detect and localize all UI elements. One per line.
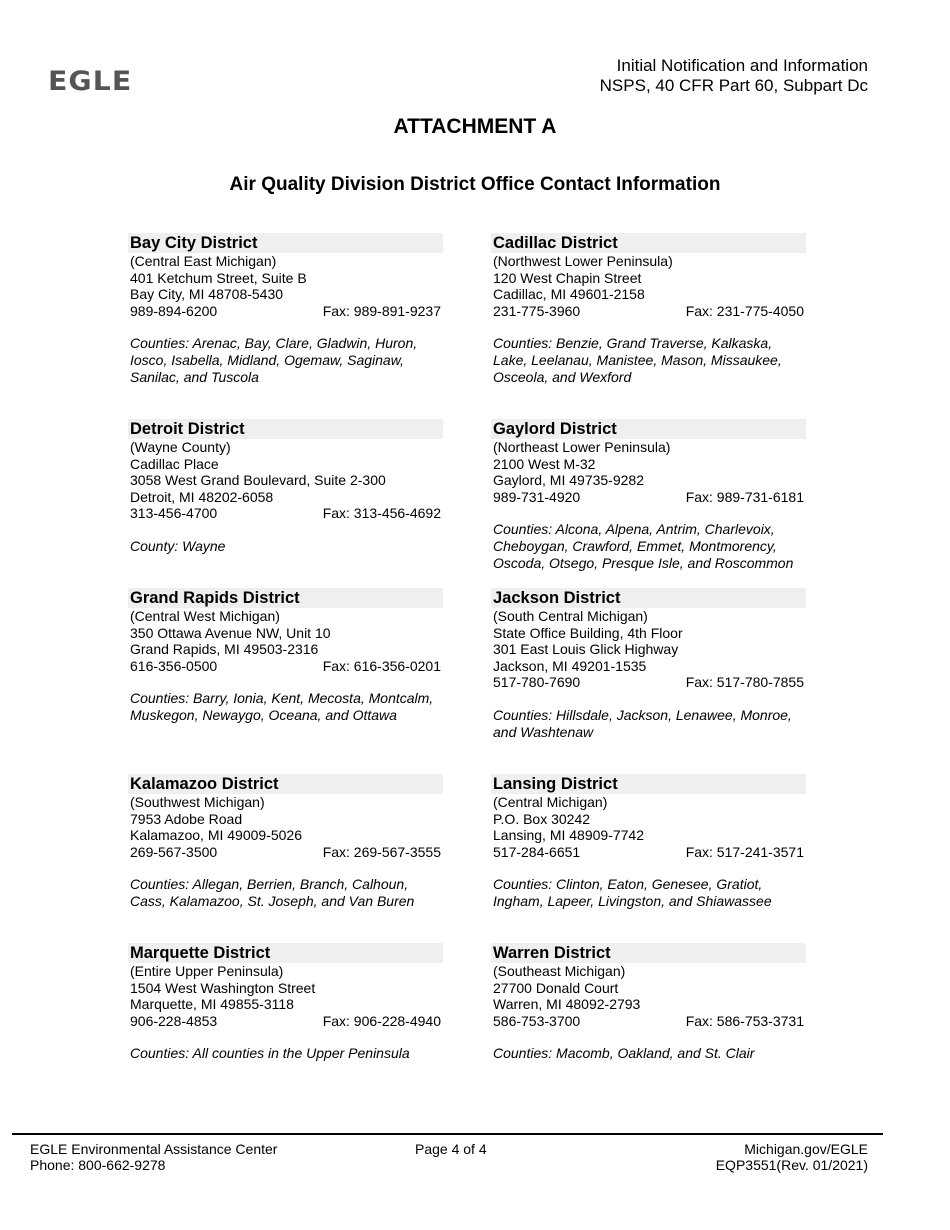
district-name: Jackson District bbox=[491, 588, 806, 608]
district-counties: County: Wayne bbox=[130, 537, 226, 554]
footer-phone: Phone: 800-662-9278 bbox=[30, 1157, 166, 1173]
district-block-warren bbox=[491, 943, 806, 1062]
footer-org: EGLE Environmental Assistance Center bbox=[30, 1141, 278, 1157]
district-address: 1504 West Washington Street bbox=[130, 979, 316, 996]
phone-fax-row bbox=[128, 844, 443, 861]
district-building: Cadillac Place bbox=[130, 455, 219, 472]
header-line-2: NSPS, 40 CFR Part 60, Subpart Dc bbox=[599, 76, 868, 95]
phone-fax-row bbox=[491, 674, 806, 691]
district-city: Gaylord, MI 49735-9282 bbox=[493, 472, 644, 489]
footer-website: Michigan.gov/EGLE bbox=[744, 1141, 868, 1157]
district-counties: Counties: All counties in the Upper Peninsula bbox=[130, 1045, 410, 1062]
footer-left bbox=[30, 1141, 277, 1173]
district-address: P.O. Box 30242 bbox=[493, 810, 591, 827]
district-fax: Fax: 586-753-3731 bbox=[685, 1012, 804, 1029]
phone-fax-row bbox=[128, 505, 443, 522]
district-city: Kalamazoo, MI 49009-5026 bbox=[130, 827, 302, 844]
district-address: 27700 Donald Court bbox=[493, 979, 619, 996]
attachment-title: ATTACHMENT A bbox=[393, 115, 557, 138]
district-block-bay-city bbox=[128, 233, 443, 385]
district-block-grand-rapids bbox=[128, 588, 443, 724]
document-header bbox=[600, 56, 868, 96]
district-phone: 586-753-3700 bbox=[493, 1012, 581, 1029]
phone-fax-row bbox=[491, 1013, 806, 1030]
phone-fax-row bbox=[491, 489, 806, 506]
district-counties: Counties: Allegan, Berrien, Branch, Calhoun, Cass, Kalamazoo, St. Joseph, and Van Buren bbox=[130, 876, 415, 909]
district-city: Warren, MI 48092-2793 bbox=[493, 996, 641, 1013]
district-fax: Fax: 313-456-4692 bbox=[322, 505, 441, 522]
district-name: Marquette District bbox=[128, 943, 443, 963]
district-fax: Fax: 989-891-9237 bbox=[322, 302, 441, 319]
district-phone: 616-356-0500 bbox=[130, 657, 218, 674]
district-region: (Entire Upper Peninsula) bbox=[130, 963, 284, 979]
footer-divider bbox=[12, 1133, 883, 1135]
district-region: (Northeast Lower Peninsula) bbox=[493, 439, 671, 455]
district-fax: Fax: 517-780-7855 bbox=[685, 674, 804, 691]
district-region: (Northwest Lower Peninsula) bbox=[493, 253, 673, 269]
district-address: 301 East Louis Glick Highway bbox=[493, 641, 679, 658]
district-address: 350 Ottawa Avenue NW, Unit 10 bbox=[130, 624, 331, 641]
district-region: (Southwest Michigan) bbox=[130, 794, 265, 810]
district-city: Marquette, MI 49855-3118 bbox=[130, 996, 294, 1013]
district-block-gaylord bbox=[491, 419, 806, 571]
district-address: 2100 West M-32 bbox=[493, 455, 596, 472]
district-region: (South Central Michigan) bbox=[493, 608, 648, 624]
district-region: (Wayne County) bbox=[130, 439, 231, 455]
district-phone: 313-456-4700 bbox=[130, 505, 218, 522]
phone-fax-row bbox=[491, 303, 806, 320]
footer-form-number: EQP3551(Rev. 01/2021) bbox=[715, 1157, 868, 1173]
district-city: Lansing, MI 48909-7742 bbox=[493, 827, 644, 844]
district-region: (Central East Michigan) bbox=[130, 253, 277, 269]
district-city: Cadillac, MI 49601-2158 bbox=[493, 286, 645, 303]
district-fax: Fax: 989-731-6181 bbox=[685, 488, 804, 505]
phone-fax-row bbox=[491, 844, 806, 861]
district-counties: Counties: Clinton, Eaton, Genesee, Gratiot, Ingham, Lapeer, Livingston, and Shiawassee bbox=[493, 876, 772, 909]
district-phone: 906-228-4853 bbox=[130, 1012, 218, 1029]
district-block-marquette bbox=[128, 943, 443, 1062]
district-block-cadillac bbox=[491, 233, 806, 385]
district-phone: 989-731-4920 bbox=[493, 488, 581, 505]
district-name: Warren District bbox=[491, 943, 806, 963]
district-fax: Fax: 517-241-3571 bbox=[685, 843, 804, 860]
header-line-1: Initial Notification and Information bbox=[616, 56, 868, 75]
district-city: Bay City, MI 48708-5430 bbox=[130, 286, 284, 303]
district-fax: Fax: 269-567-3555 bbox=[322, 843, 441, 860]
district-city: Detroit, MI 48202-6058 bbox=[130, 488, 274, 505]
district-counties: Counties: Hillsdale, Jackson, Lenawee, Monroe, and Washtenaw bbox=[493, 706, 792, 740]
district-block-detroit bbox=[128, 419, 443, 555]
district-city: Grand Rapids, MI 49503-2316 bbox=[130, 641, 319, 658]
phone-fax-row bbox=[128, 1013, 443, 1030]
district-name: Gaylord District bbox=[491, 419, 806, 439]
page-number: Page 4 of 4 bbox=[415, 1141, 487, 1157]
phone-fax-row bbox=[128, 658, 443, 675]
district-phone: 989-894-6200 bbox=[130, 302, 218, 319]
district-phone: 517-780-7690 bbox=[493, 674, 581, 691]
district-counties: Counties: Barry, Ionia, Kent, Mecosta, Montcalm, Muskegon, Newaygo, Oceana, and Ottawa bbox=[130, 690, 434, 723]
district-counties: Counties: Alcona, Alpena, Antrim, Charlevoix, Cheboygan, Crawford, Emmet, Montmorency, Oscoda, Otsego, Presque Isle, and Roscommon bbox=[493, 521, 794, 571]
district-name: Bay City District bbox=[128, 233, 443, 253]
district-name: Detroit District bbox=[128, 419, 443, 439]
district-address: 401 Ketchum Street, Suite B bbox=[130, 269, 307, 286]
district-name: Lansing District bbox=[491, 774, 806, 794]
district-phone: 231-775-3960 bbox=[493, 302, 581, 319]
phone-fax-row bbox=[128, 303, 443, 320]
district-fax: Fax: 231-775-4050 bbox=[685, 302, 804, 319]
district-counties: Counties: Macomb, Oakland, and St. Clair bbox=[493, 1045, 755, 1062]
district-block-kalamazoo bbox=[128, 774, 443, 910]
district-fax: Fax: 906-228-4940 bbox=[322, 1012, 441, 1029]
district-name: Kalamazoo District bbox=[128, 774, 443, 794]
district-block-lansing bbox=[491, 774, 806, 910]
district-phone: 269-567-3500 bbox=[130, 843, 218, 860]
district-address: 120 West Chapin Street bbox=[493, 269, 642, 286]
section-title: Air Quality Division District Office Contact Information bbox=[229, 174, 721, 195]
district-city: Jackson, MI 49201-1535 bbox=[493, 657, 647, 674]
district-region: (Southeast Michigan) bbox=[493, 963, 626, 979]
district-phone: 517-284-6651 bbox=[493, 843, 581, 860]
district-building: State Office Building, 4th Floor bbox=[493, 624, 683, 641]
footer-right bbox=[716, 1141, 868, 1173]
district-region: (Central West Michigan) bbox=[130, 608, 280, 624]
district-address: 3058 West Grand Boulevard, Suite 2-300 bbox=[130, 472, 386, 489]
district-address: 7953 Adobe Road bbox=[130, 810, 243, 827]
district-counties: Counties: Benzie, Grand Traverse, Kalkaska, Lake, Leelanau, Manistee, Mason, Missaukee, Osceola, and Wexford bbox=[493, 335, 782, 385]
district-region: (Central Michigan) bbox=[493, 794, 608, 810]
district-block-jackson bbox=[491, 588, 806, 740]
district-fax: Fax: 616-356-0201 bbox=[322, 657, 441, 674]
egle-logo: EGLE bbox=[48, 66, 133, 97]
district-name: Cadillac District bbox=[491, 233, 806, 253]
district-name: Grand Rapids District bbox=[128, 588, 443, 608]
district-counties: Counties: Arenac, Bay, Clare, Gladwin, Huron, Iosco, Isabella, Midland, Ogemaw, Saginaw, Sanilac, and Tuscola bbox=[130, 335, 418, 385]
